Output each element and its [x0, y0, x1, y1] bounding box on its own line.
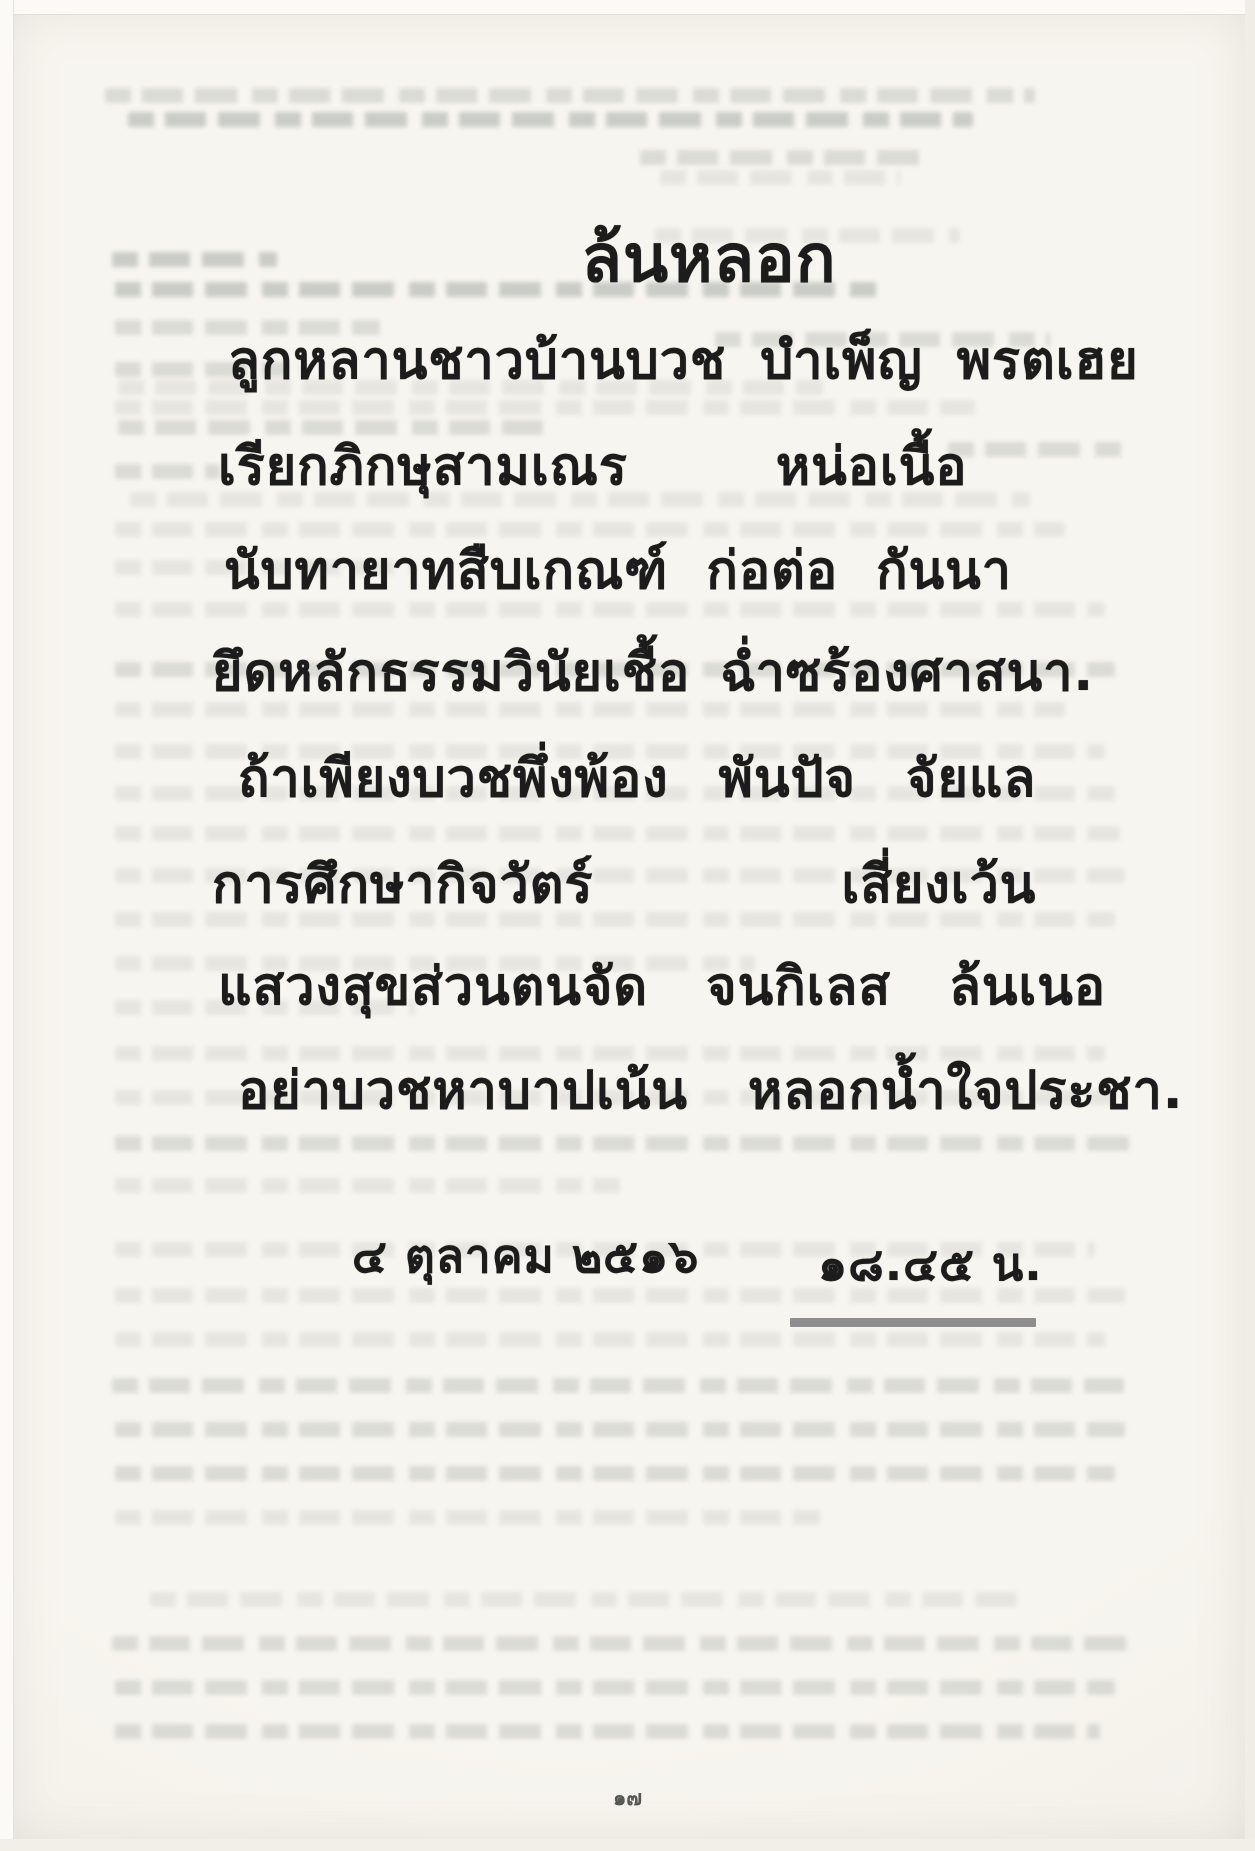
poem-segment: หลอกน้ำใจประชา. — [747, 1061, 1184, 1121]
poem-line — [218, 424, 967, 507]
ghost-text-line — [115, 1680, 1115, 1695]
poem-segment: บำเพ็ญ — [760, 331, 923, 391]
ghost-text-line — [115, 826, 1120, 841]
poem-segment: อย่าบวชหาบาปเน้น — [238, 1061, 688, 1121]
ghost-text-line — [115, 1422, 1125, 1437]
page-edge-bottom — [0, 1839, 1255, 1851]
page-number: ๑๗ — [612, 1786, 643, 1810]
ghost-text-line — [128, 112, 973, 127]
poem-segment: หน่อเนื้อ — [775, 437, 968, 497]
poem-segment: ล้นเนอ — [949, 957, 1107, 1017]
ghost-text-line — [115, 464, 220, 479]
poem-segment: แสวงสุขส่วนตนจัด — [218, 957, 649, 1017]
ghost-text-line — [115, 1332, 1105, 1347]
poem-segment: ฉ่ำซร้องศาสนา. — [720, 643, 1095, 703]
poem-segment: กันนา — [876, 541, 1012, 601]
ghost-text-line — [948, 442, 1128, 457]
poem-segment: การศึกษากิจวัตร์ — [212, 855, 594, 915]
ghost-text-line — [105, 88, 1035, 103]
poem-segment: นับทายาทสืบเกณฑ์ — [224, 541, 669, 601]
poem-segment: จัยแล — [905, 749, 1037, 809]
poem-segment: พรตเฮย — [956, 331, 1139, 391]
ghost-text-line — [115, 1178, 620, 1193]
date-text: ๔ ตุลาคม ๒๕๑๖ — [352, 1229, 700, 1283]
time-text: ๑๘.๔๕ น. — [818, 1237, 1043, 1291]
poem-line — [212, 842, 1036, 925]
poem-line — [228, 318, 1139, 401]
ghost-text-line — [112, 1378, 1124, 1393]
ghost-text-line — [150, 1592, 1030, 1607]
page-title: ล้นหลอก — [581, 220, 837, 297]
poem-line — [224, 528, 1012, 611]
ghost-text-line — [115, 1466, 1115, 1481]
ghost-text-line — [115, 1510, 820, 1525]
poem-line — [212, 630, 1094, 713]
page-edge-top — [0, 0, 1255, 15]
poem-segment: ยึดหลักธรรมวินัยเชื้อ — [212, 643, 691, 703]
poem-segment: เรียกภิกษุสามเณร — [218, 437, 628, 497]
ghost-text-line — [115, 400, 975, 415]
poem-segment: เสี่ยงเว้น — [841, 855, 1037, 915]
poem-segment: ก่อต่อ — [706, 541, 839, 601]
poem-line — [218, 944, 1106, 1027]
ghost-text-line — [115, 1724, 1100, 1739]
poem-segment: จนกิเลส — [706, 957, 892, 1017]
ghost-text-line — [115, 1136, 1135, 1151]
underline-rule — [790, 1318, 1036, 1327]
page-edge-left — [0, 0, 14, 1851]
ghost-text-line — [640, 150, 925, 165]
ghost-text-line — [112, 252, 277, 267]
poem-segment: ถ้าเพียงบวชพึ่งพ้อง — [238, 749, 669, 809]
poem-line — [238, 736, 1036, 819]
poem-segment: พันปัจ — [718, 749, 856, 809]
ghost-text-line — [660, 170, 900, 185]
poem-line — [238, 1048, 1184, 1131]
ghost-text-line — [112, 1636, 1127, 1651]
page-edge-right — [1245, 0, 1255, 1851]
poem-segment: ลูกหลานชาวบ้านบวช — [228, 331, 727, 391]
